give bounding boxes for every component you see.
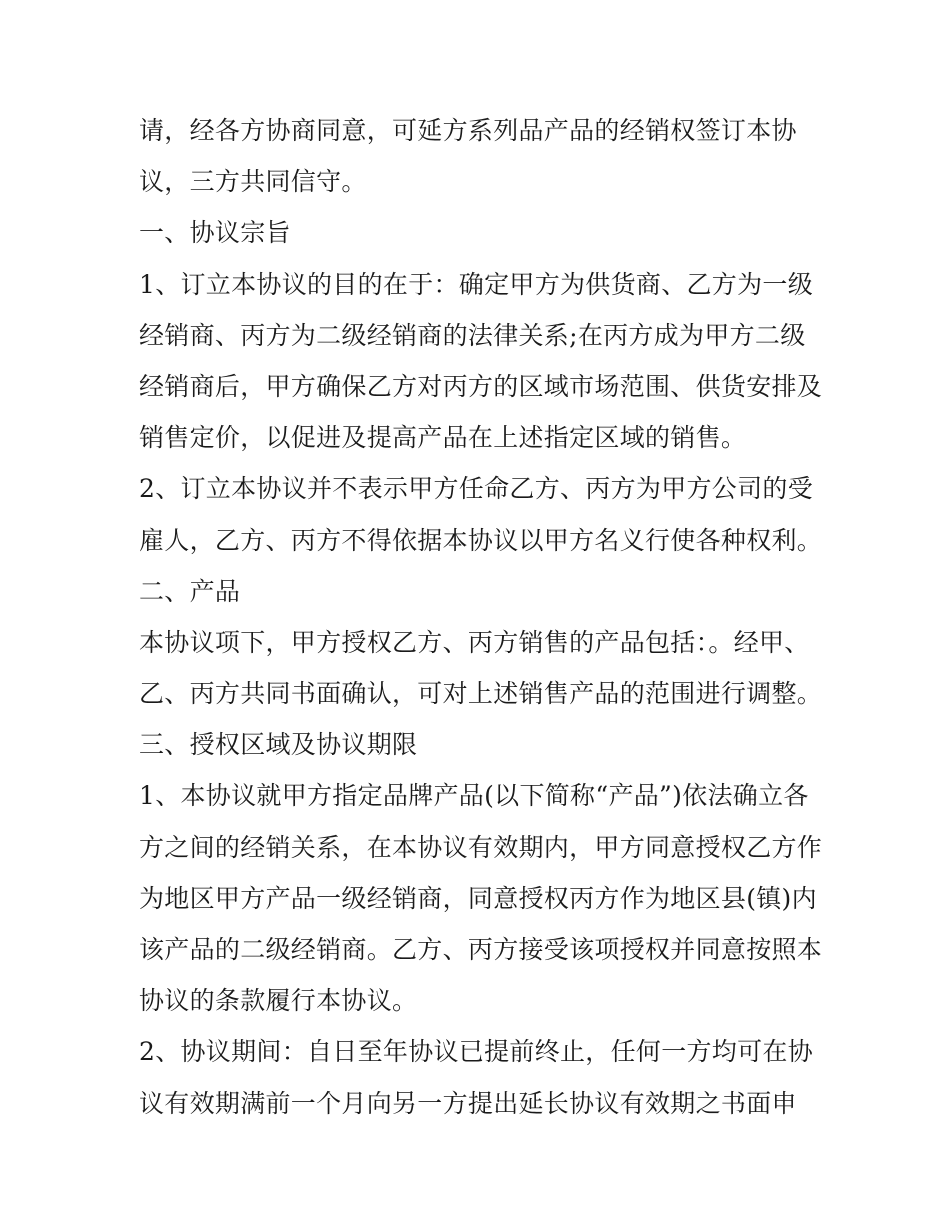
document-body bbox=[139, 105, 829, 1129]
text-line: 议有效期满前一个月向另一方提出延长协议有效期之书面申 bbox=[139, 1088, 797, 1118]
text-line: 协议的条款履行本协议。 bbox=[139, 986, 418, 1016]
text-line: 议，三方共同信守。 bbox=[139, 167, 367, 197]
section-heading: 二、产品 bbox=[139, 576, 241, 606]
text-line: 请，经各方协商同意，可延方系列品产品的经销权签订本协 bbox=[139, 116, 797, 145]
text-line: 经销商后，甲方确保乙方对丙方的区域市场范围、供货安排及 bbox=[139, 371, 823, 401]
text-line: 2、协议期间：自日至年协议已提前终止，任何一方均可在协 bbox=[139, 1037, 814, 1067]
text-line: 为地区甲方产品一级经销商，同意授权丙方作为地区县(镇)内 bbox=[139, 883, 817, 913]
text-line: 2、订立本协议并不表示甲方任命乙方、丙方为甲方公司的受 bbox=[139, 474, 814, 504]
text-line: 销售定价，以促进及提高产品在上述指定区域的销售。 bbox=[139, 423, 747, 453]
text-line: 本协议项下，甲方授权乙方、丙方销售的产品包括：。经甲、 bbox=[139, 627, 810, 657]
text-line: 1、本协议就甲方指定品牌产品(以下简称“产品”)依法确立各 bbox=[139, 781, 809, 811]
text-line: 1、订立本协议的目的在于：确定甲方为供货商、乙方为一级 bbox=[139, 269, 814, 299]
text-line: 方之间的经销关系，在本协议有效期内，甲方同意授权乙方作 bbox=[139, 832, 823, 862]
text-line: 雇人，乙方、丙方不得依据本协议以甲方名义行使各种权利。 bbox=[139, 525, 823, 555]
text-line: 乙、丙方共同书面确认，可对上述销售产品的范围进行调整。 bbox=[139, 679, 823, 709]
section-heading: 一、协议宗旨 bbox=[139, 218, 291, 248]
text-line: 该产品的二级经销商。乙方、丙方接受该项授权并同意按照本 bbox=[139, 935, 823, 964]
text-line: 经销商、丙方为二级经销商的法律关系;在丙方成为甲方二级 bbox=[139, 320, 806, 350]
section-heading: 三、授权区域及协议期限 bbox=[139, 730, 418, 760]
